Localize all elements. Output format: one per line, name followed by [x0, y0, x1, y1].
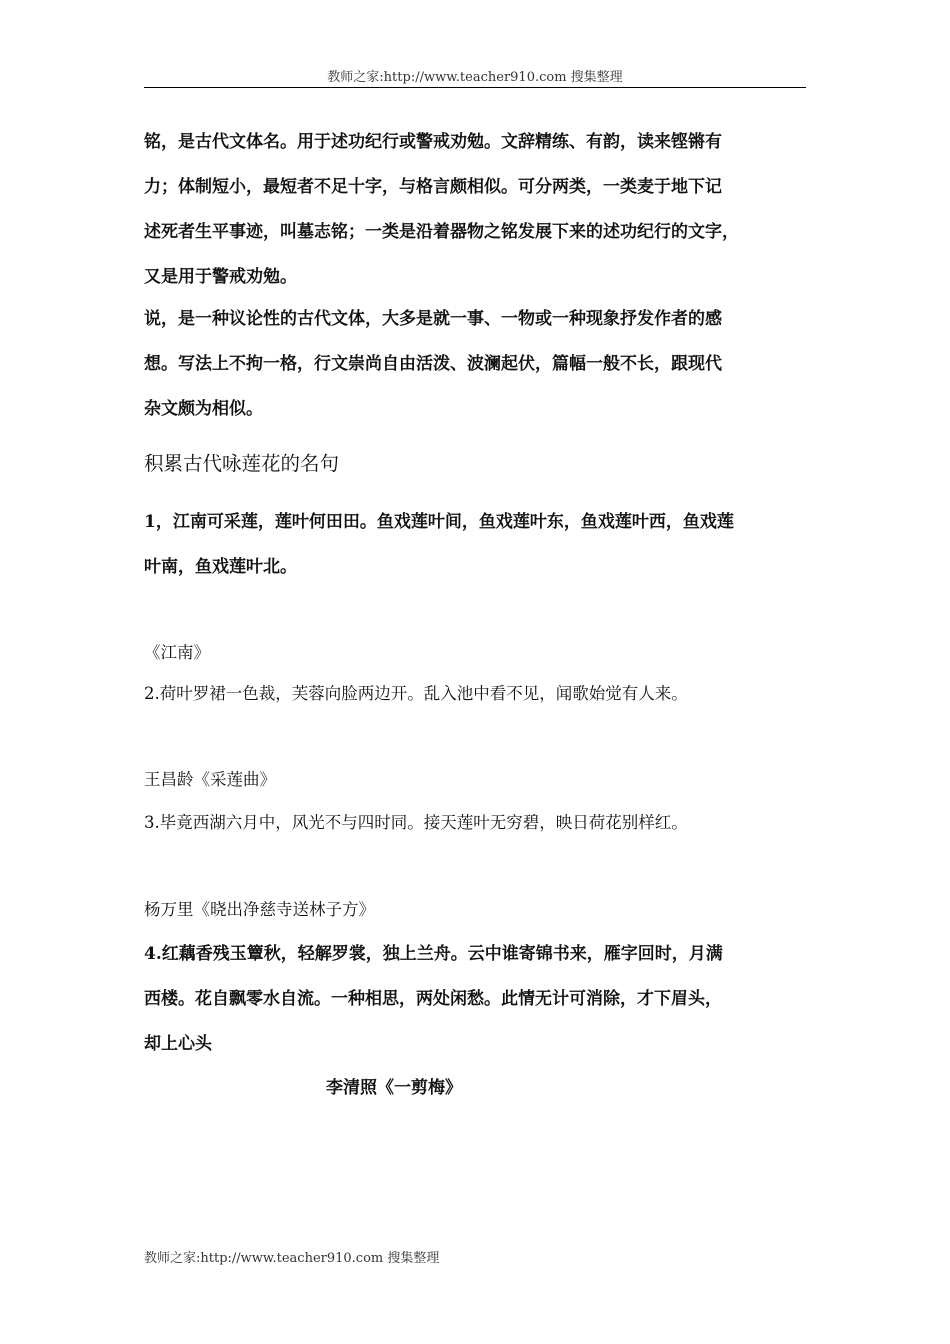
ming-line-3: 述死者生平事迹，叫墓志铭；一类是沿着器物之铭发展下来的述功纪行的文字， [144, 222, 739, 242]
poem-1-line-1: 1，江南可采莲，莲叶何田田。鱼戏莲叶间，鱼戏莲叶东，鱼戏莲叶西，鱼戏莲 [144, 512, 734, 532]
poem-2-line: 2.荷叶罗裙一色裁，芙蓉向脸两边开。乱入池中看不见，闻歌始觉有人来。 [144, 684, 688, 703]
poem-1-source: 《江南》 [144, 643, 210, 662]
header-rule [144, 87, 806, 88]
shuo-line-2: 想。写法上不拘一格，行文崇尚自由活泼、波澜起伏，篇幅一般不长，跟现代 [144, 354, 722, 374]
poem-4-line-1: 4.红藕香残玉簟秋，轻解罗裳，独上兰舟。云中谁寄锦书来，雁字回时，月满 [144, 944, 723, 964]
ming-line-2: 力；体制短小，最短者不足十字，与格言颇相似。可分两类，一类麦于地下记 [144, 177, 722, 197]
poem-1-line-2: 叶南，鱼戏莲叶北。 [144, 557, 297, 577]
poem-3-source: 杨万里《晓出净慈寺送林子方》 [144, 900, 375, 919]
poem-4-source: 李清照《一剪梅》 [326, 1078, 462, 1098]
poem-4-line-3: 却上心头 [144, 1034, 212, 1054]
poem-2-source: 王昌龄《采莲曲》 [144, 770, 276, 789]
shuo-line-3: 杂文颇为相似。 [144, 399, 263, 419]
section-title: 积累古代咏莲花的名句 [144, 452, 340, 475]
page-footer: 教师之家:http://www.teacher910.com 搜集整理 [144, 1251, 440, 1266]
page-header: 教师之家:http://www.teacher910.com 搜集整理 [327, 70, 623, 85]
shuo-line-1: 说，是一种议论性的古代文体，大多是就一事、一物或一种现象抒发作者的感 [144, 309, 722, 329]
poem-4-line-2: 西楼。花自飘零水自流。一种相思，两处闲愁。此情无计可消除，才下眉头， [144, 989, 722, 1009]
ming-line-1: 铭，是古代文体名。用于述功纪行或警戒劝勉。文辞精练、有韵，读来铿锵有 [144, 132, 722, 152]
ming-line-4: 又是用于警戒劝勉。 [144, 267, 297, 287]
poem-3-line: 3.毕竟西湖六月中，风光不与四时同。接天莲叶无穷碧，映日荷花别样红。 [144, 813, 688, 832]
